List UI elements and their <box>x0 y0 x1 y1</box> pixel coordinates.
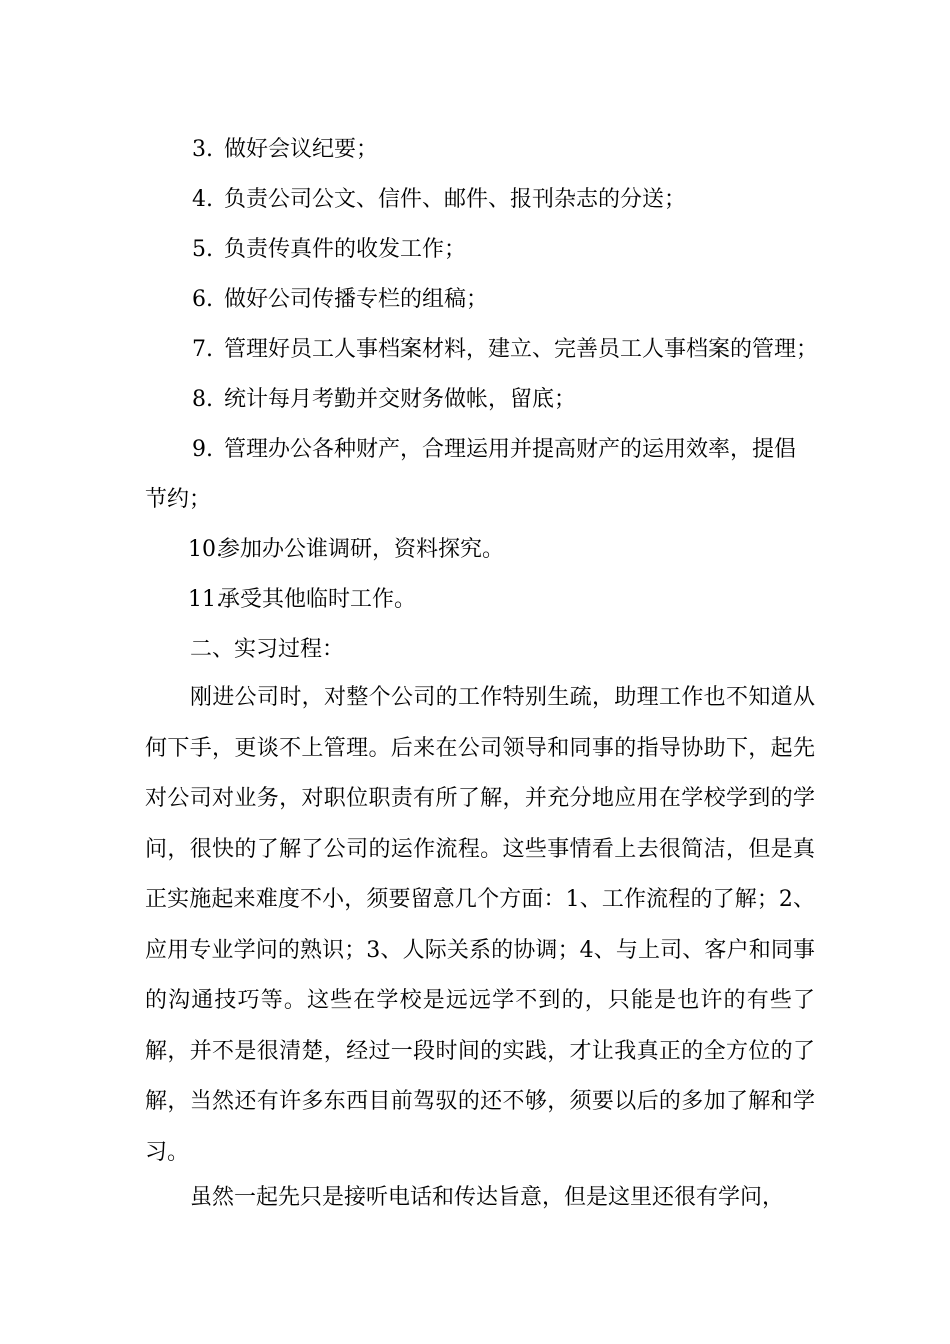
list-item-number: 10. <box>188 537 223 562</box>
list-item-text: 做好公司传播专栏的组稿； <box>224 287 489 312</box>
list-item-text: 负责公司公文、信件、邮件、报刊杂志的分送； <box>224 187 687 212</box>
list-item-text: 参加办公谁调研，资料探究。 <box>218 537 505 562</box>
list-item-number: 4. <box>192 187 213 212</box>
list-item <box>0 225 950 275</box>
list-item-number: 9. <box>192 437 213 462</box>
list-item-text: 管理办公各种财产，合理运用并提高财产的运用效率，提倡 <box>224 437 797 462</box>
list-item <box>0 275 950 325</box>
list-item-continuation: 节约； <box>145 487 212 512</box>
list-item-number: 5. <box>192 237 213 262</box>
list-item-number: 8. <box>192 387 213 412</box>
list-item-number: 3. <box>192 137 213 162</box>
list-item-number: 11. <box>188 587 223 612</box>
list-item-number: 7. <box>192 337 213 362</box>
list-item <box>0 575 950 625</box>
list-item <box>0 425 950 525</box>
list-item <box>0 125 950 175</box>
body-paragraph: 虽然一起先只是接听电话和传达旨意，但是这里还很有学问， <box>190 1185 785 1210</box>
list-item-text: 做好会议纪要； <box>224 137 379 162</box>
list-item-text: 承受其他临时工作。 <box>218 587 417 612</box>
duty-list <box>0 125 950 625</box>
list-item-number: 6. <box>192 287 213 312</box>
body-paragraph: 刚进公司时，对整个公司的工作特别生疏，助理工作也不知道从何下手，更谈不上管理。后来在公司领导和同事的指导协助下，起先对公司对业务，对职位职责有所了解，并充分地应用在学校学到的学问，很快的了解了公司的运作流程。这些事情看上去很简洁，但是真正实施起来难度不小，须要留意几个方面：1、工作流程的了解；2、应用专业学问的熟识；3、人际关系的协调；4、与上司、客户和同事的沟通技巧等。这些在学校是远远学不到的，只能是也许的有些了解，并不是很清楚，经过一段时间的实践，才让我真正的全方位的了解，当然还有许多东西目前驾驭的还不够，须要以后的多加了解和学习。 <box>145 685 815 1165</box>
section-heading: 二、实习过程： <box>190 637 345 662</box>
list-item-text: 统计每月考勤并交财务做帐，留底； <box>224 387 577 412</box>
list-item <box>0 525 950 575</box>
list-item <box>0 325 950 375</box>
list-item-text: 负责传真件的收发工作； <box>224 237 467 262</box>
list-item <box>0 175 950 225</box>
list-item-text: 管理好员工人事档案材料，建立、完善员工人事档案的管理； <box>224 337 819 362</box>
list-item <box>0 375 950 425</box>
